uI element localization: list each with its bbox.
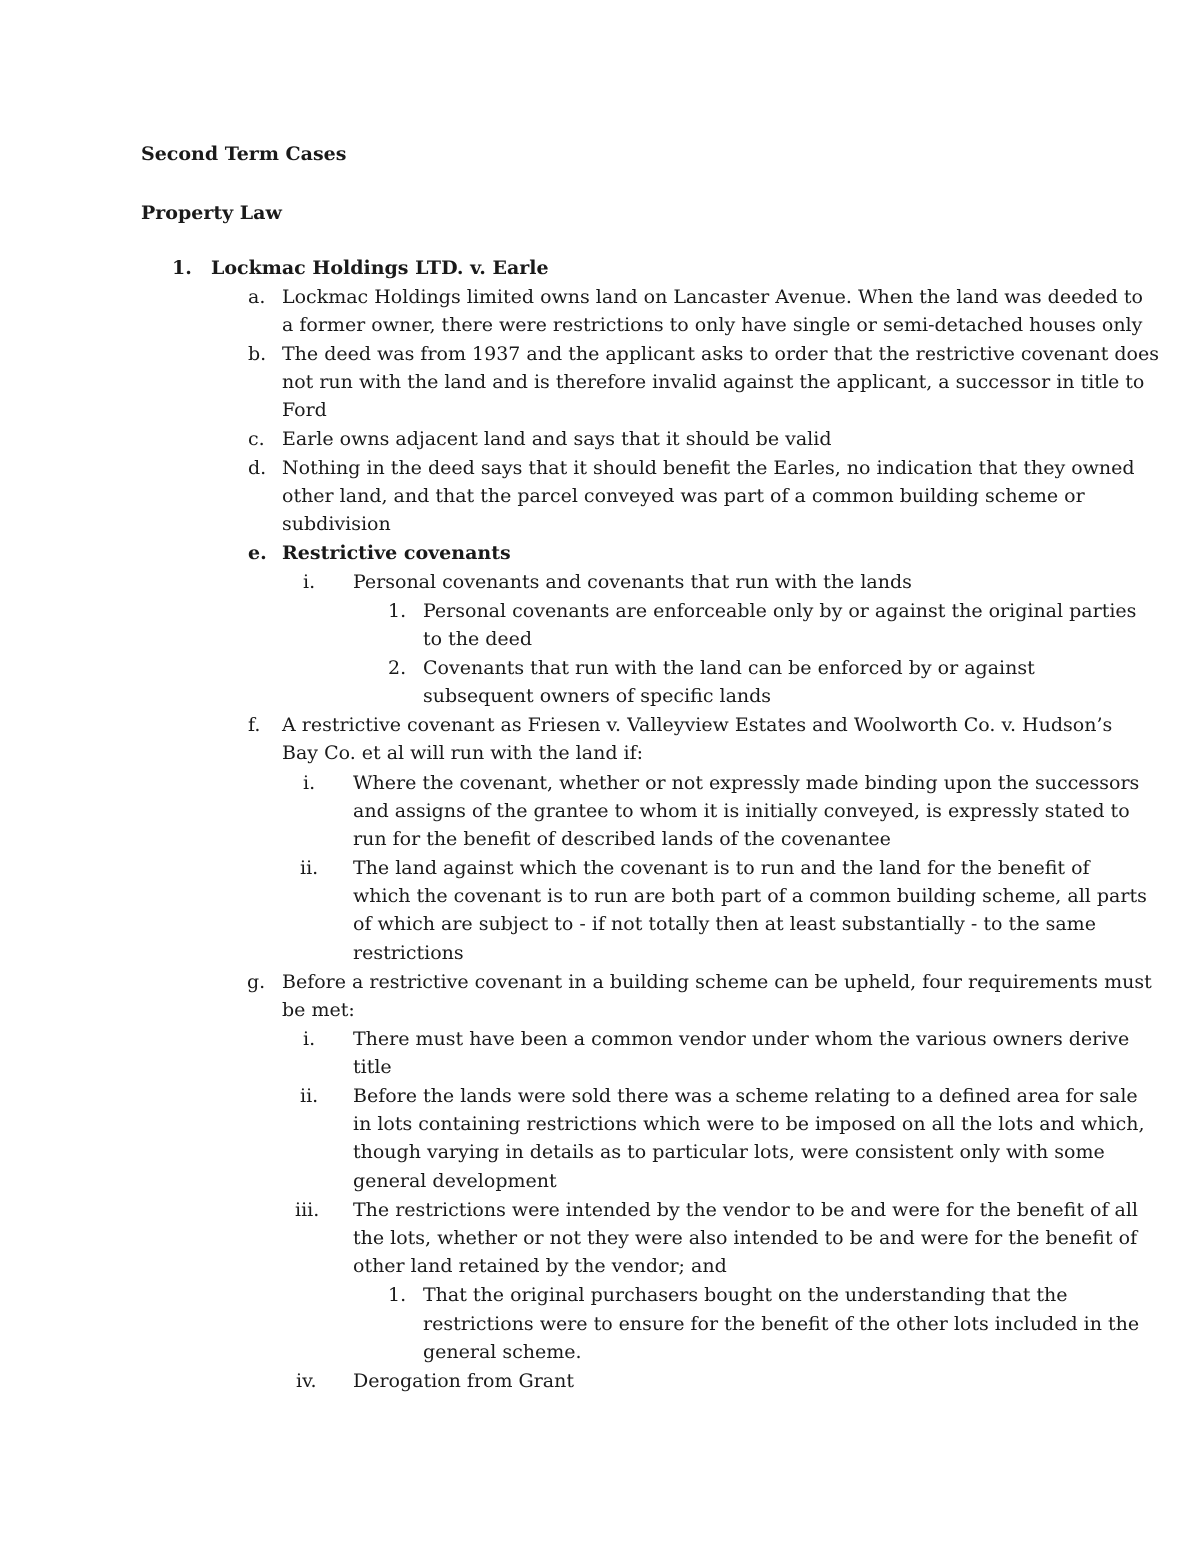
point-f-sub-marker-i: i. <box>303 772 316 794</box>
point-marker-b: b. <box>248 343 267 365</box>
point-g-sub-ii-line-2: in lots containing restrictions which were to be imposed on all the lots and which, <box>353 1113 1145 1135</box>
point-b-line-1: The deed was from 1937 and the applicant asks to order that the restrictive covenant does <box>282 343 1159 365</box>
point-e-item-marker-2: 2. <box>388 657 407 679</box>
point-a-line-1: Lockmac Holdings limited owns land on Lancaster Avenue. When the land was deeded to <box>282 286 1143 308</box>
point-g-sub-marker-iv: iv. <box>296 1370 317 1392</box>
point-f-sub-ii-line-2: which the covenant is to run are both part of a common building scheme, all parts <box>353 885 1147 907</box>
point-marker-a: a. <box>248 286 266 308</box>
point-g-sub-ii-line-4: general development <box>353 1170 557 1192</box>
case-number: 1. <box>172 257 192 279</box>
point-g-sub-i-line-2: title <box>353 1056 392 1078</box>
point-f-sub-ii-line-4: restrictions <box>353 942 464 964</box>
point-g-sub-ii-line-3: though varying in details as to particular lots, were consistent only with some <box>353 1141 1105 1163</box>
point-e-item-1-line-2: to the deed <box>423 628 533 650</box>
point-f-sub-ii-line-3: of which are subject to - if not totally then at least substantially - to the same <box>353 913 1096 935</box>
document-title: Second Term Cases <box>141 143 347 165</box>
point-marker-c: c. <box>248 428 265 450</box>
point-f-sub-ii-line-1: The land against which the covenant is to run and the land for the benefit of <box>353 857 1090 879</box>
point-g-sub-i-line-1: There must have been a common vendor under whom the various owners derive <box>353 1028 1130 1050</box>
case-title: Lockmac Holdings LTD. v. Earle <box>211 257 549 279</box>
point-c-line-1: Earle owns adjacent land and says that it should be valid <box>282 428 832 450</box>
point-g-sub-iv-line-1: Derogation from Grant <box>353 1370 574 1392</box>
point-f-sub-i-line-3: run for the benefit of described lands of the covenantee <box>353 828 891 850</box>
point-g-sub-marker-i: i. <box>303 1028 316 1050</box>
point-g-line-2: be met: <box>282 999 355 1021</box>
point-f-sub-marker-ii: ii. <box>300 857 319 879</box>
point-d-line-2: other land, and that the parcel conveyed was part of a common building scheme or <box>282 485 1085 507</box>
point-e-sub-marker-i: i. <box>303 571 316 593</box>
point-marker-g: g. <box>247 971 266 993</box>
point-e-item-1-line-1: Personal covenants are enforceable only by or against the original parties <box>423 600 1137 622</box>
point-g-item-marker-1: 1. <box>388 1284 407 1306</box>
point-marker-e: e. <box>248 542 267 564</box>
point-b-line-3: Ford <box>282 399 327 421</box>
point-g-sub-iii-line-2: the lots, whether or not they were also intended to be and were for the benefit of <box>353 1227 1138 1249</box>
point-g-sub-marker-iii: iii. <box>295 1199 320 1221</box>
point-g-line-1: Before a restrictive covenant in a building scheme can be upheld, four requirements must <box>282 971 1152 993</box>
point-e-item-2-line-1: Covenants that run with the land can be enforced by or against <box>423 657 1035 679</box>
subject-heading: Property Law <box>141 202 282 224</box>
point-e-item-marker-1: 1. <box>388 600 407 622</box>
point-marker-f: f. <box>248 714 261 736</box>
point-g-sub-iii-line-1: The restrictions were intended by the vendor to be and were for the benefit of all <box>353 1199 1139 1221</box>
point-g-sub-iii-line-3: other land retained by the vendor; and <box>353 1255 727 1277</box>
point-f-sub-i-line-2: and assigns of the grantee to whom it is initially conveyed, is expressly stated to <box>353 800 1130 822</box>
point-marker-d: d. <box>248 457 267 479</box>
point-a-line-2: a former owner, there were restrictions to only have single or semi-detached houses only <box>282 314 1143 336</box>
point-g-sub-ii-line-1: Before the lands were sold there was a scheme relating to a defined area for sale <box>353 1085 1138 1107</box>
point-f-line-2: Bay Co. et al will run with the land if: <box>282 742 644 764</box>
point-f-sub-i-line-1: Where the covenant, whether or not expressly made binding upon the successors <box>353 772 1140 794</box>
point-g-item-1-line-1: That the original purchasers bought on the understanding that the <box>423 1284 1068 1306</box>
point-d-line-1: Nothing in the deed says that it should benefit the Earles, no indication that they owned <box>282 457 1135 479</box>
point-f-line-1: A restrictive covenant as Friesen v. Valleyview Estates and Woolworth Co. v. Hudson’s <box>282 714 1113 736</box>
point-e-line-1: Restrictive covenants <box>282 542 511 564</box>
point-d-line-3: subdivision <box>282 513 391 535</box>
point-e-sub-i-line-1: Personal covenants and covenants that run with the lands <box>353 571 912 593</box>
point-g-item-1-line-2: restrictions were to ensure for the benefit of the other lots included in the <box>423 1313 1140 1335</box>
point-g-sub-marker-ii: ii. <box>300 1085 319 1107</box>
point-e-item-2-line-2: subsequent owners of specific lands <box>423 685 772 707</box>
point-b-line-2: not run with the land and is therefore invalid against the applicant, a successor in title to <box>282 371 1145 393</box>
point-g-item-1-line-3: general scheme. <box>423 1341 582 1363</box>
